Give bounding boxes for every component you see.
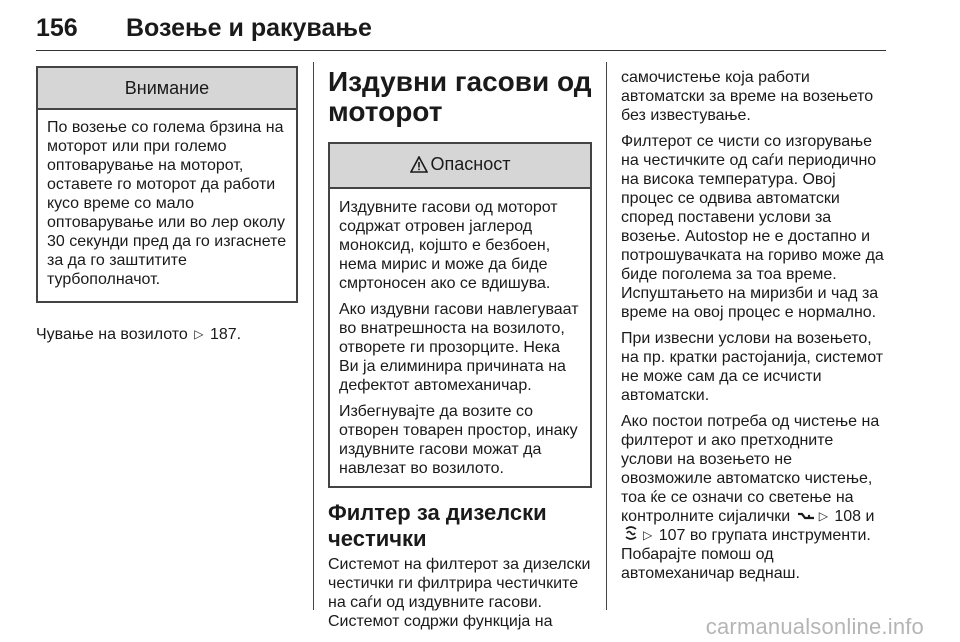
column-left bbox=[36, 50, 298, 351]
watermark: carmanualsonline.info bbox=[705, 614, 924, 639]
column-right bbox=[621, 50, 887, 590]
section-heading-dpf: Филтер за дизелски честички bbox=[328, 500, 547, 551]
dpf-paragraph-continued: самочистење која работи автоматски за време на возењето без известување. bbox=[621, 69, 874, 124]
column-divider bbox=[606, 62, 607, 610]
caution-box bbox=[36, 66, 298, 303]
diesel-particle-filter-lamp-icon bbox=[797, 507, 815, 526]
dpf-warning-paragraph bbox=[621, 412, 887, 583]
towing-page-link[interactable]: 187. bbox=[209, 326, 242, 343]
dpf-lamp-page-link[interactable]: 108 и bbox=[834, 508, 875, 525]
page-reference-arrow-icon: ▷ bbox=[194, 327, 204, 341]
towing-reference bbox=[36, 325, 298, 344]
dpf-conditions-paragraph: При извесни услови на возењето, на пр. кратки растојанија, системот не може сам да се исчисти автоматски. bbox=[621, 330, 884, 404]
page-reference-arrow-icon: ▷ bbox=[643, 528, 653, 542]
page-reference-arrow-icon: ▷ bbox=[818, 509, 828, 523]
chapter-title: Возење и ракување bbox=[126, 14, 372, 42]
danger-title: Опасност bbox=[430, 154, 511, 174]
page-header bbox=[36, 0, 886, 51]
dpf-warning-text: Ако постои потреба од чистење на филтерот и ако претходните услови на возењето не овозможиле автоматско чистење, тоа ќе се означи со светење на контролните сијалички bbox=[621, 413, 880, 525]
danger-paragraph-3: Избегнувајте да возите со отворен товарен простор, инаку издувните гасови можат да навлезат во возилото. bbox=[339, 403, 578, 477]
danger-paragraph-1: Издувните гасови од моторот содржат отровен јаглерод моноксид, којшто е безбоен, нема мирис и може да биде смртоносен ако се вдишува. bbox=[339, 199, 558, 292]
dpf-paragraph: Системот на филтерот за дизелски честички ги филтрира честичките на саѓи од издувните гасови. Системот содржи функција на bbox=[328, 556, 591, 630]
column-divider bbox=[313, 62, 314, 610]
danger-box bbox=[328, 142, 592, 488]
dpf-cleaning-paragraph: Филтерот се чисти со изгорување на честичките од саѓи периодично на висока температура. Овој процес се одвива автоматски според поставени услови за возење. Autostop не е достапно и потрошувачката на гориво може да биде поголема за тоа време. Испуштањето на миризби и чад за време на овој процес е нормално. bbox=[621, 133, 884, 321]
towing-text: Чување на возилото bbox=[36, 326, 188, 343]
preheating-lamp-icon bbox=[623, 526, 639, 545]
danger-header bbox=[330, 144, 590, 189]
page-number: 156 bbox=[36, 14, 78, 42]
glow-lamp-reference-text: 107 во групата инструменти. Побарајте помош од автомеханичар веднаш. bbox=[621, 527, 871, 582]
caution-title: Внимание bbox=[38, 68, 296, 110]
column-middle bbox=[328, 50, 592, 638]
section-heading-exhaust: Издувни гасови од моторот bbox=[328, 66, 592, 127]
warning-triangle-icon bbox=[410, 155, 428, 179]
danger-paragraph-2: Ако издувни гасови навлегуваат во внатрешноста на возилото, отворете ги прозорците. Нека Ви ја елиминира причината на дефектот автомеханичар. bbox=[339, 301, 579, 394]
caution-text: По возење со голема брзина на моторот или при големо оптоварување на моторот, оставете го моторот да работи кусо време со мало оптоварување или во лер околу 30 секунди пред да го изгаснете за да го заштитите турбополначот. bbox=[47, 119, 287, 288]
